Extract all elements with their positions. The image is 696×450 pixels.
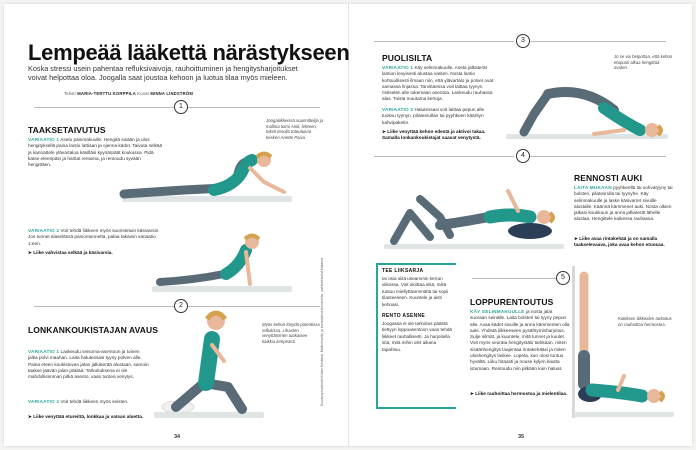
section1-v1-text: Asetu päinmakuulle. Hengitä sisään ja ulos hengityksellä paina lantio lattiaan ja ojenna kädet. Taivuta selkää ja kannattele ylävartaloa käsilläsi kyynärpäät koukussa. Pidä katse eteenpäin ja hartiat rentoina, ja rentoudu syvään hengittäen. <box>28 137 163 168</box>
section3-variation1 <box>382 65 494 103</box>
section3-v2-label: VARIAATIO 2 <box>382 107 414 112</box>
section3-v1-label: VARIAATIO 1 <box>382 65 414 70</box>
section5-caption: Kokiksen liikkeiden tarkoitus on rauhoittaa hermostoa. <box>618 316 672 327</box>
section2-v2-label: VARIAATIO 2 <box>28 399 60 404</box>
section-rule <box>374 41 514 42</box>
step-number-1: 1 <box>174 100 188 114</box>
section-rule <box>34 107 174 108</box>
section3-heading: PUOLISILTA <box>382 53 433 63</box>
section5-v1-text: ja nosta jalat suoraan seinälle. Laita bolsteri tai tyyny pepun alle. Avaa kädet sivuille ja anna kämmenten olla auki. Yhdistä liikkeeseen pysähtymisharjoitus. Sulje silmät, ja kuuntele, mitä tunnet ja kuulet. Voit myös seurata hengitystäsi tarkkaan, miten sisäänhengitys laajentaa rintakehääsi ja miten uloshengitys laskee. Lopeta, kun olosi tuntuu hyvältä. Liiku hitaasti ja nouse kyljen kautta istumaan. Rentoudu niin pitkään kuin haluat. <box>470 309 570 371</box>
section3-variation2 <box>382 107 494 126</box>
section4-tip: ➤ Liike avaa rintakehää ja on samalla taakselevaava, joka avaa kehon etuosaa. <box>574 236 665 248</box>
section1-v1-label: VARIAATIO 1 <box>28 137 60 142</box>
box-text-1: tai osia siitä useammin kerran viikossa. Voit aloittaa siitä, mikä tuntuu miellyttävimmältä tai sopii tilanteeseen. Kuuntele ja aisti kehoasi. <box>382 276 449 307</box>
section-rule <box>530 156 666 157</box>
half-bridge-figure <box>504 64 674 139</box>
section2-variation1 <box>28 349 150 380</box>
vertical-credit: Kuvausympäristö Kidan Kestävä. Mallinhuolto ja konseptina Annaviirta, vaihtoehtoilut tiistaina <box>320 257 324 406</box>
credits-photo-author: MINNA LINDSTRÖM <box>150 91 194 96</box>
section4-variation1 <box>574 185 674 223</box>
credits-photo-label: Kuvat <box>137 91 150 96</box>
section3-v2-text: Halutessasi voit laittaa pepun alle tuoksu tyynyn, pilatesrullan tai pyyhkeen käärityn kahvipaketin. <box>382 107 485 125</box>
section4-v1-text: pyyhkeellä tai sohvatyyny tai bolsteri, pilatesrulla tai tyynyhe. Käy selinmakuulle ja laske käsivarret sivuille alustalle. Käännä kämmenet auki. Nosta olkien jalkasi koukkuun ja anna jalkaterät lähelle alustaa. Hengittele kaikessa rauhassa. <box>574 185 673 222</box>
legs-up-wall-figure <box>570 272 674 414</box>
section5-heading: LOPPURENTOUTUS <box>470 297 554 307</box>
section2-variation2 <box>28 399 150 405</box>
section1-v2-text: Voit tehdä liikkeen myös suoristetuin käsivarsin. Jos tunnet alaselässä painontunnetta, palaa takaisin variaatio 1:een. <box>28 228 160 246</box>
article-credits <box>64 91 193 96</box>
info-box-content <box>382 268 454 358</box>
section-rule <box>34 306 174 307</box>
section1-variation2 <box>28 228 163 247</box>
box-heading-2: RENTO ASENNE <box>382 313 426 320</box>
page-gutter <box>348 4 349 446</box>
section5-v1-label: KÄY SELINMAKUULLE <box>470 309 525 314</box>
box-text-2: Joogassa ei ole tarkoitus päästä tiettyyn loppuasentoon vaan tehdä liikkeet rauhallisesti. Ja harjoitella sitä, mitä mihin olet aikana tapahtuu. <box>382 321 452 352</box>
section2-heading: LONKANKOUKISTAJAN AVAUS <box>28 325 158 335</box>
section1-v2-label: VARIAATIO 2 <box>28 228 60 233</box>
step-number-2: 2 <box>174 299 188 313</box>
section2-tip: ➤ Liike venyttää etureittä, lonkkaa ja vatsan aluetta. <box>28 414 144 419</box>
section3-v1-text: Käy selinmakuulle. Aseta jalkaterät lantion levyisesti alustaa vasten. Nosta lantio kohtuullisesti ilmaan niin, että ylävartalo ja polvet ovat samassa linjassa. Tarvittaessa voit laittaa tyynyn ristiselän alle tukemaan asentoa. Laskeudu rauhassa alas. Toista muutama kertoja. <box>382 65 494 102</box>
magazine-spread <box>4 4 692 446</box>
cobra-pose-figure <box>114 154 304 204</box>
section3-caption: Jo se voi helpottaa, että kehon etupuoli alkaa hengittää avaten. <box>614 54 673 71</box>
section-rule <box>188 107 320 108</box>
section5-variation1 <box>470 309 570 372</box>
lunge-pose-figure <box>154 299 274 417</box>
step-number-3: 3 <box>516 34 530 48</box>
section5-tip: ➤ Liike rauhoittaa hermostoa ja mielentilaa. <box>470 391 568 396</box>
section2-v1-label: VARIAATIO 1 <box>28 349 60 354</box>
photo-caption-top: Joogaliikkeissä suunnittelija ja mallina toimi Aniit, lehteen, teksti tenolla toteutuivat kesken Anette Paiva <box>266 118 324 140</box>
section-rule <box>472 278 556 279</box>
section-rule <box>374 156 514 157</box>
section4-heading: RENNOSTI AUKI <box>574 173 643 183</box>
section1-tip: ➤ Liike vahvistaa selkää ja käsivarsia. <box>28 250 113 255</box>
credits-text-label: Teksti <box>64 91 76 96</box>
section2-caption: Myös kehon lönydä potentissa reflukissa. Lihasten venyttäminen tuokaisee kaikkia lempeästi. <box>262 322 320 344</box>
section2-v1-text: Laskeudu seisoma-asentoon ja toinen jalka polvi maahan. Laita halutessasi tyyny polven alle. Paina eteen koukistuvan jalan jalkaterää alustaan, samoin taakse jäävän jalan päkiää. Tarkoituksena ei ole mahdollisimman pitkä asento, vaan tuntea venytys. <box>28 349 149 380</box>
step-number-4: 4 <box>516 149 530 163</box>
step-number-5: 5 <box>556 271 570 285</box>
box-heading-1: TEE LIIKSARJA <box>382 268 424 274</box>
section-rule <box>530 41 666 42</box>
section4-v1-label: LAITA MUKAAN <box>574 185 612 190</box>
section2-v2-text: Voit tehdä liikkeen myös seisten. <box>60 399 129 404</box>
credits-text-author: MARIA-TERTTU KORPPILA <box>77 91 136 96</box>
upward-dog-figure <box>154 234 294 289</box>
reclined-pose-figure <box>380 169 566 249</box>
section3-tip: ➤ Liike venyttää kehon edestä ja aktivoi takaa. Samalla lonkankoukistajat saavat venytystä. <box>382 129 486 141</box>
page-number-right: 35 <box>518 434 525 440</box>
article-lead: Koska stressi usein pahentaa refluksivaivoja, rauhoittuminen ja hengitysharjoitukset voivat helpottaa oloa. Joogalla saat joustoa kehoon ja luotua tilaa myös mieleen. <box>28 64 298 83</box>
page-number-left: 34 <box>174 434 181 440</box>
article-title: Lempeää lääkettä närästykseen <box>28 40 350 65</box>
section1-heading: TAAKSETAIVUTUS <box>28 125 106 135</box>
